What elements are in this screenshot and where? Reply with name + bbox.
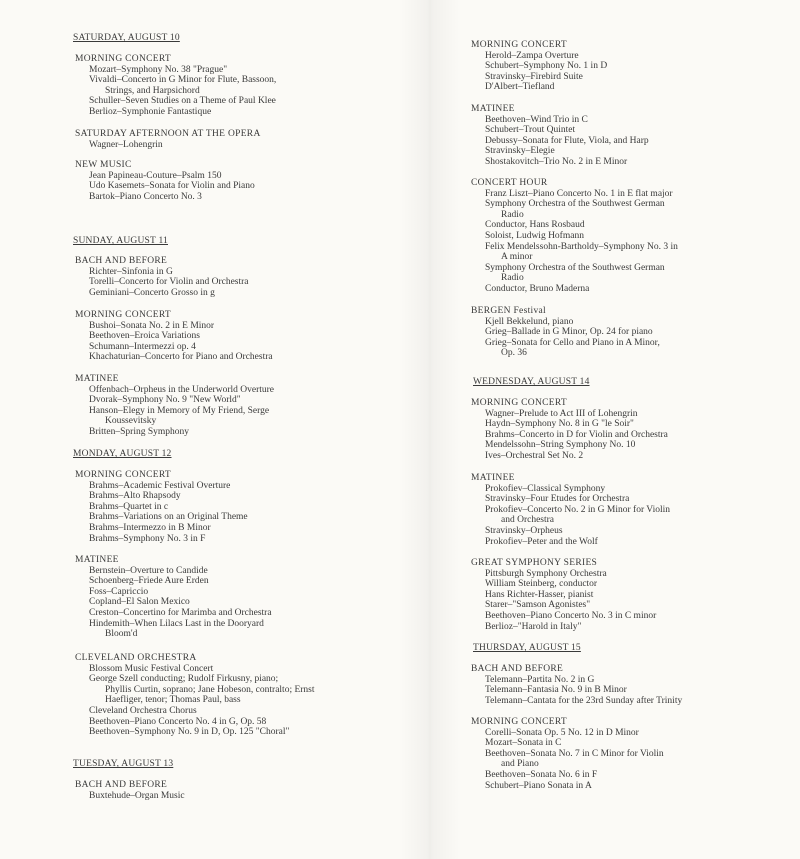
day-heading: MONDAY, AUGUST 12 (73, 449, 172, 459)
day-heading: TUESDAY, AUGUST 13 (73, 759, 174, 769)
program-item (75, 481, 320, 492)
program-item-text: Beethoven–Eroica Variations (89, 331, 200, 342)
program-item (471, 72, 721, 83)
program-item-text: Britten–Spring Symphony (89, 426, 190, 437)
program-item (471, 157, 721, 168)
program-item (471, 419, 721, 430)
program-item-text: Symphony Orchestra of the Southwest German (485, 199, 665, 210)
program-item-text: Brahms–Symphony No. 3 in F (89, 533, 206, 544)
program-section (471, 473, 721, 547)
program-item-text: Schuller–Seven Studies on a Theme of Paul Klee (89, 96, 276, 107)
program-item-text: Schubert–Piano Sonata in A (485, 780, 592, 791)
program-list (75, 385, 320, 438)
program-list (75, 321, 320, 363)
program-list (471, 409, 721, 462)
program-item (471, 242, 721, 263)
program-item-text: Dvorak–Symphony No. 9 "New World" (89, 395, 241, 406)
program-item (471, 327, 721, 338)
program-item (75, 107, 320, 118)
program-item-text: Brahms–Intermezzo in B Minor (89, 522, 211, 533)
program-item-continuation: and Piano (501, 759, 539, 770)
program-item (471, 749, 721, 770)
program-item (471, 51, 721, 62)
program-item-text: Brahms–Quartet in c (89, 501, 169, 512)
program-item-text: Berlioz–"Harold in Italy" (485, 621, 582, 632)
program-section (471, 306, 721, 359)
program-item (75, 288, 320, 299)
program-item-text: Prokofiev–Peter and the Wolf (485, 536, 598, 547)
program-item (471, 484, 721, 495)
program-item (471, 199, 721, 220)
program-item-continuation: Bloom'd (105, 629, 138, 640)
program-item (471, 61, 721, 72)
program-item (471, 611, 721, 622)
program-item-text: Stravinsky–Elegie (485, 146, 555, 157)
program-item-continuation: and Orchestra (501, 515, 555, 526)
program-section (75, 54, 320, 118)
program-item (75, 331, 320, 342)
program-item-text: Haydn–Symphony No. 8 in G "le Soir" (485, 419, 634, 430)
program-item (471, 338, 721, 359)
program-item-text: Schumann–Intermezzi op. 4 (89, 341, 196, 352)
program-item-text: Stravinsky–Orpheus (485, 525, 563, 536)
program-item-text: Berlioz–Symphonie Fantastique (89, 106, 212, 117)
program-item-text: Stravinsky–Four Etudes for Orchestra (485, 494, 630, 505)
program-item (75, 491, 320, 502)
program-item-text: Hans Richter-Hasser, pianist (485, 589, 594, 600)
page-fold (400, 0, 460, 859)
program-section (75, 129, 320, 150)
program-item-continuation: Strings, and Harpsichord (105, 85, 200, 96)
program-list (75, 171, 320, 203)
section-heading: MATINEE (75, 555, 119, 565)
program-item-text: Richter–Sinfonia in G (89, 266, 173, 277)
program-item (75, 717, 320, 728)
program-item-text: Beethoven–Piano Concerto No. 3 in C minor (485, 610, 657, 621)
section-heading: MORNING CONCERT (75, 54, 172, 64)
program-item (75, 674, 320, 706)
program-item-text: Telemann–Cantata for the 23rd Sunday after Trinity (485, 695, 683, 706)
program-item-text: Conductor, Hans Rosbaud (485, 220, 585, 231)
program-item (75, 181, 320, 192)
program-item (471, 451, 721, 462)
program-item (471, 125, 721, 136)
program-list (471, 569, 721, 633)
program-item (471, 430, 721, 441)
program-list (471, 115, 721, 168)
program-section (471, 664, 721, 706)
program-list (75, 481, 320, 545)
program-item-text: Blossom Music Festival Concert (89, 663, 214, 674)
program-item-text: Udo Kasemets–Sonata for Violin and Piano (89, 181, 255, 192)
program-item (75, 597, 320, 608)
program-item (471, 220, 721, 231)
program-section (75, 653, 320, 738)
program-item-text: Offenbach–Orpheus in the Underworld Overture (89, 384, 275, 395)
program-item (75, 171, 320, 182)
program-item (75, 277, 320, 288)
program-item-text: Beethoven–Wind Trio in C (485, 114, 588, 125)
program-item-continuation: Koussevitsky (105, 416, 157, 427)
program-item-text: Grieg–Sonata for Cello and Piano in A Minor, (485, 337, 660, 348)
program-item (75, 352, 320, 363)
program-item (75, 395, 320, 406)
program-item-text: Bernstein–Overture to Candide (89, 565, 208, 576)
section-heading: MORNING CONCERT (471, 717, 568, 727)
program-item-text: Pittsburgh Symphony Orchestra (485, 568, 607, 579)
program-item-text: Foss–Capriccio (89, 586, 149, 597)
program-item (471, 82, 721, 93)
program-item (471, 738, 721, 749)
program-item-text: Jean Papineau-Couture–Psalm 150 (89, 170, 222, 181)
program-item-text: Stravinsky–Firebird Suite (485, 71, 583, 82)
program-item-text: Cleveland Orchestra Chorus (89, 705, 197, 716)
section-heading: BACH AND BEFORE (471, 664, 564, 674)
section-heading: MATINEE (75, 374, 119, 384)
day-heading: WEDNESDAY, AUGUST 14 (473, 377, 590, 387)
section-heading: MATINEE (471, 473, 515, 483)
program-item-text: Symphony Orchestra of the Southwest German (485, 262, 665, 273)
program-section (471, 717, 721, 791)
program-section (471, 104, 721, 168)
program-item-text: William Steinberg, conductor (485, 579, 598, 590)
program-item-text: George Szell conducting; Rudolf Firkusny, piano; (89, 674, 279, 685)
program-item (75, 512, 320, 523)
program-item-text: D'Albert–Tiefland (485, 82, 555, 93)
program-item-text: Geminiani–Concerto Grosso in g (89, 287, 215, 298)
program-item (471, 622, 721, 633)
program-item-text: Grieg–Ballade in G Minor, Op. 24 for piano (485, 327, 653, 338)
program-item (75, 534, 320, 545)
program-section (471, 398, 721, 462)
program-item (471, 284, 721, 295)
program-item-text: Hindemith–When Lilacs Last in the Dooryard (89, 618, 264, 629)
program-item-text: Hanson–Elegy in Memory of My Friend, Serge (89, 405, 270, 416)
program-item (471, 579, 721, 590)
program-list (75, 664, 320, 738)
program-item-text: Corelli–Sonata Op. 5 No. 12 in D Minor (485, 727, 639, 738)
section-heading: CLEVELAND ORCHESTRA (75, 653, 197, 663)
program-section (471, 558, 721, 632)
program-item-continuation: Radio (501, 273, 524, 284)
program-item (75, 140, 320, 151)
program-item-text: Beethoven–Piano Concerto No. 4 in G, Op. 58 (89, 716, 267, 727)
section-heading: MORNING CONCERT (75, 310, 172, 320)
program-item (471, 115, 721, 126)
program-item (75, 587, 320, 598)
program-item (471, 600, 721, 611)
program-section (471, 178, 721, 295)
program-item-continuation: A minor (501, 252, 533, 263)
program-item (471, 781, 721, 792)
program-item (471, 136, 721, 147)
program-item-text: Wagner–Prelude to Act III of Lohengrin (485, 408, 638, 419)
program-section (75, 374, 320, 438)
day-heading: THURSDAY, AUGUST 15 (473, 643, 581, 653)
program-item (75, 65, 320, 76)
program-item (75, 727, 320, 738)
program-item-text: Creston–Concertino for Marimba and Orchestra (89, 607, 272, 618)
section-heading: NEW MUSIC (75, 160, 132, 170)
section-heading: MORNING CONCERT (75, 470, 172, 480)
program-item (75, 267, 320, 278)
program-item (471, 728, 721, 739)
program-item-text: Starer–"Samson Agonistes" (485, 600, 591, 611)
program-section (75, 470, 320, 544)
program-item (75, 619, 320, 640)
program-item-text: Conductor, Bruno Maderna (485, 283, 590, 294)
program-item (471, 505, 721, 526)
section-heading: GREAT SYMPHONY SERIES (471, 558, 598, 568)
program-item-text: Torelli–Concerto for Violin and Orchestra (89, 277, 249, 288)
program-item (75, 427, 320, 438)
program-list (75, 791, 320, 802)
program-item (471, 770, 721, 781)
program-item (75, 664, 320, 675)
program-item (471, 696, 721, 707)
program-item (471, 526, 721, 537)
section-heading: BACH AND BEFORE (75, 780, 168, 790)
program-item-text: Prokofiev–Concerto No. 2 in G Minor for Violin (485, 504, 671, 515)
section-heading: MORNING CONCERT (471, 40, 568, 50)
program-item-text: Franz Liszt–Piano Concerto No. 1 in E flat major (485, 188, 673, 199)
program-item-text: Copland–El Salon Mexico (89, 597, 190, 608)
program-item (75, 566, 320, 577)
program-item-text: Mendelssohn–String Symphony No. 10 (485, 440, 636, 451)
program-item (471, 685, 721, 696)
section-heading: MORNING CONCERT (471, 398, 568, 408)
program-list (75, 566, 320, 640)
program-item-continuation: Radio (501, 209, 524, 220)
program-section (75, 310, 320, 363)
program-item (75, 321, 320, 332)
program-item-text: Herold–Zampa Overture (485, 50, 579, 61)
program-list (75, 140, 320, 151)
program-item (75, 706, 320, 717)
program-item-text: Telemann–Fantasia No. 9 in B Minor (485, 685, 627, 696)
program-section (75, 256, 320, 298)
program-item (75, 502, 320, 513)
program-item-text: Felix Mendelssohn-Bartholdy–Symphony No. 3 in (485, 241, 678, 252)
program-item (471, 440, 721, 451)
program-item (471, 189, 721, 200)
program-list (471, 317, 721, 359)
program-item (471, 317, 721, 328)
program-item-text: Kjell Bekkelund, piano (485, 316, 574, 327)
program-item-text: Brahms–Alto Rhapsody (89, 491, 181, 502)
program-item (75, 342, 320, 353)
program-item-continuation: Phyllis Curtin, soprano; Jane Hobeson, contralto; Ernst Haefliger, tenor; Thomas Paul, bass (105, 684, 315, 706)
program-item-text: Khachaturian–Concerto for Piano and Orchestra (89, 352, 273, 363)
program-item-text: Beethoven–Sonata No. 6 in F (485, 769, 598, 780)
section-heading: SATURDAY AFTERNOON AT THE OPERA (75, 129, 261, 139)
program-item-text: Brahms–Concerto in D for Violin and Orchestra (485, 429, 668, 440)
program-item (471, 146, 721, 157)
program-item (471, 537, 721, 548)
program-item (471, 494, 721, 505)
program-item-text: Mozart–Sonata in C (485, 738, 562, 749)
program-item (75, 75, 320, 96)
program-item-text: Vivaldi–Concerto in G Minor for Flute, Bassoon, (89, 75, 277, 86)
section-heading: MATINEE (471, 104, 515, 114)
program-list (471, 484, 721, 548)
program-item (471, 263, 721, 284)
program-item-text: Schubert–Symphony No. 1 in D (485, 61, 608, 72)
program-section (75, 555, 320, 640)
program-item-text: Shostakovitch–Trio No. 2 in E Minor (485, 156, 628, 167)
program-list (471, 189, 721, 295)
program-section (75, 160, 320, 202)
program-item (75, 608, 320, 619)
program-item-text: Prokofiev–Classical Symphony (485, 483, 606, 494)
program-item-text: Telemann–Partita No. 2 in G (485, 674, 595, 685)
program-item (75, 523, 320, 534)
program-item-text: Bushoi–Sonata No. 2 in E Minor (89, 320, 215, 331)
program-item (75, 576, 320, 587)
day-heading: SATURDAY, AUGUST 10 (73, 33, 180, 43)
program-list (471, 675, 721, 707)
program-item-text: Debussy–Sonata for Flute, Viola, and Harp (485, 135, 649, 146)
program-item-continuation: Op. 36 (501, 348, 527, 359)
program-item (471, 590, 721, 601)
program-item-text: Buxtehude–Organ Music (89, 790, 185, 801)
program-item (75, 96, 320, 107)
program-item-text: Schoenberg–Friede Aure Erden (89, 576, 209, 587)
section-heading: BACH AND BEFORE (75, 256, 168, 266)
day-heading: SUNDAY, AUGUST 11 (73, 236, 168, 246)
program-section (75, 780, 320, 801)
program-item (471, 675, 721, 686)
program-item-text: Beethoven–Symphony No. 9 in D, Op. 125 "Choral" (89, 727, 290, 738)
program-item (471, 569, 721, 580)
program-list (75, 65, 320, 118)
program-section (471, 40, 721, 93)
program-item (75, 385, 320, 396)
program-item-text: Beethoven–Sonata No. 7 in C Minor for Violin (485, 748, 664, 759)
program-list (471, 728, 721, 792)
program-item-text: Mozart–Symphony No. 38 "Prague" (89, 64, 228, 75)
program-item (75, 406, 320, 427)
section-heading: BERGEN Festival (471, 306, 546, 316)
program-item (75, 192, 320, 203)
program-list (471, 51, 721, 93)
program-item-text: Soloist, Ludwig Hofmann (485, 230, 584, 241)
program-item-text: Brahms–Academic Festival Overture (89, 480, 231, 491)
program-item-text: Wagner–Lohengrin (89, 139, 163, 150)
program-list (75, 267, 320, 299)
program-item (75, 791, 320, 802)
section-heading: CONCERT HOUR (471, 178, 548, 188)
program-item-text: Schubert–Trout Quintet (485, 125, 576, 136)
program-item-text: Bartok–Piano Concerto No. 3 (89, 191, 202, 202)
program-item-text: Ives–Orchestral Set No. 2 (485, 450, 584, 461)
program-item-text: Brahms–Variations on an Original Theme (89, 512, 248, 523)
program-item (471, 231, 721, 242)
program-item (471, 409, 721, 420)
